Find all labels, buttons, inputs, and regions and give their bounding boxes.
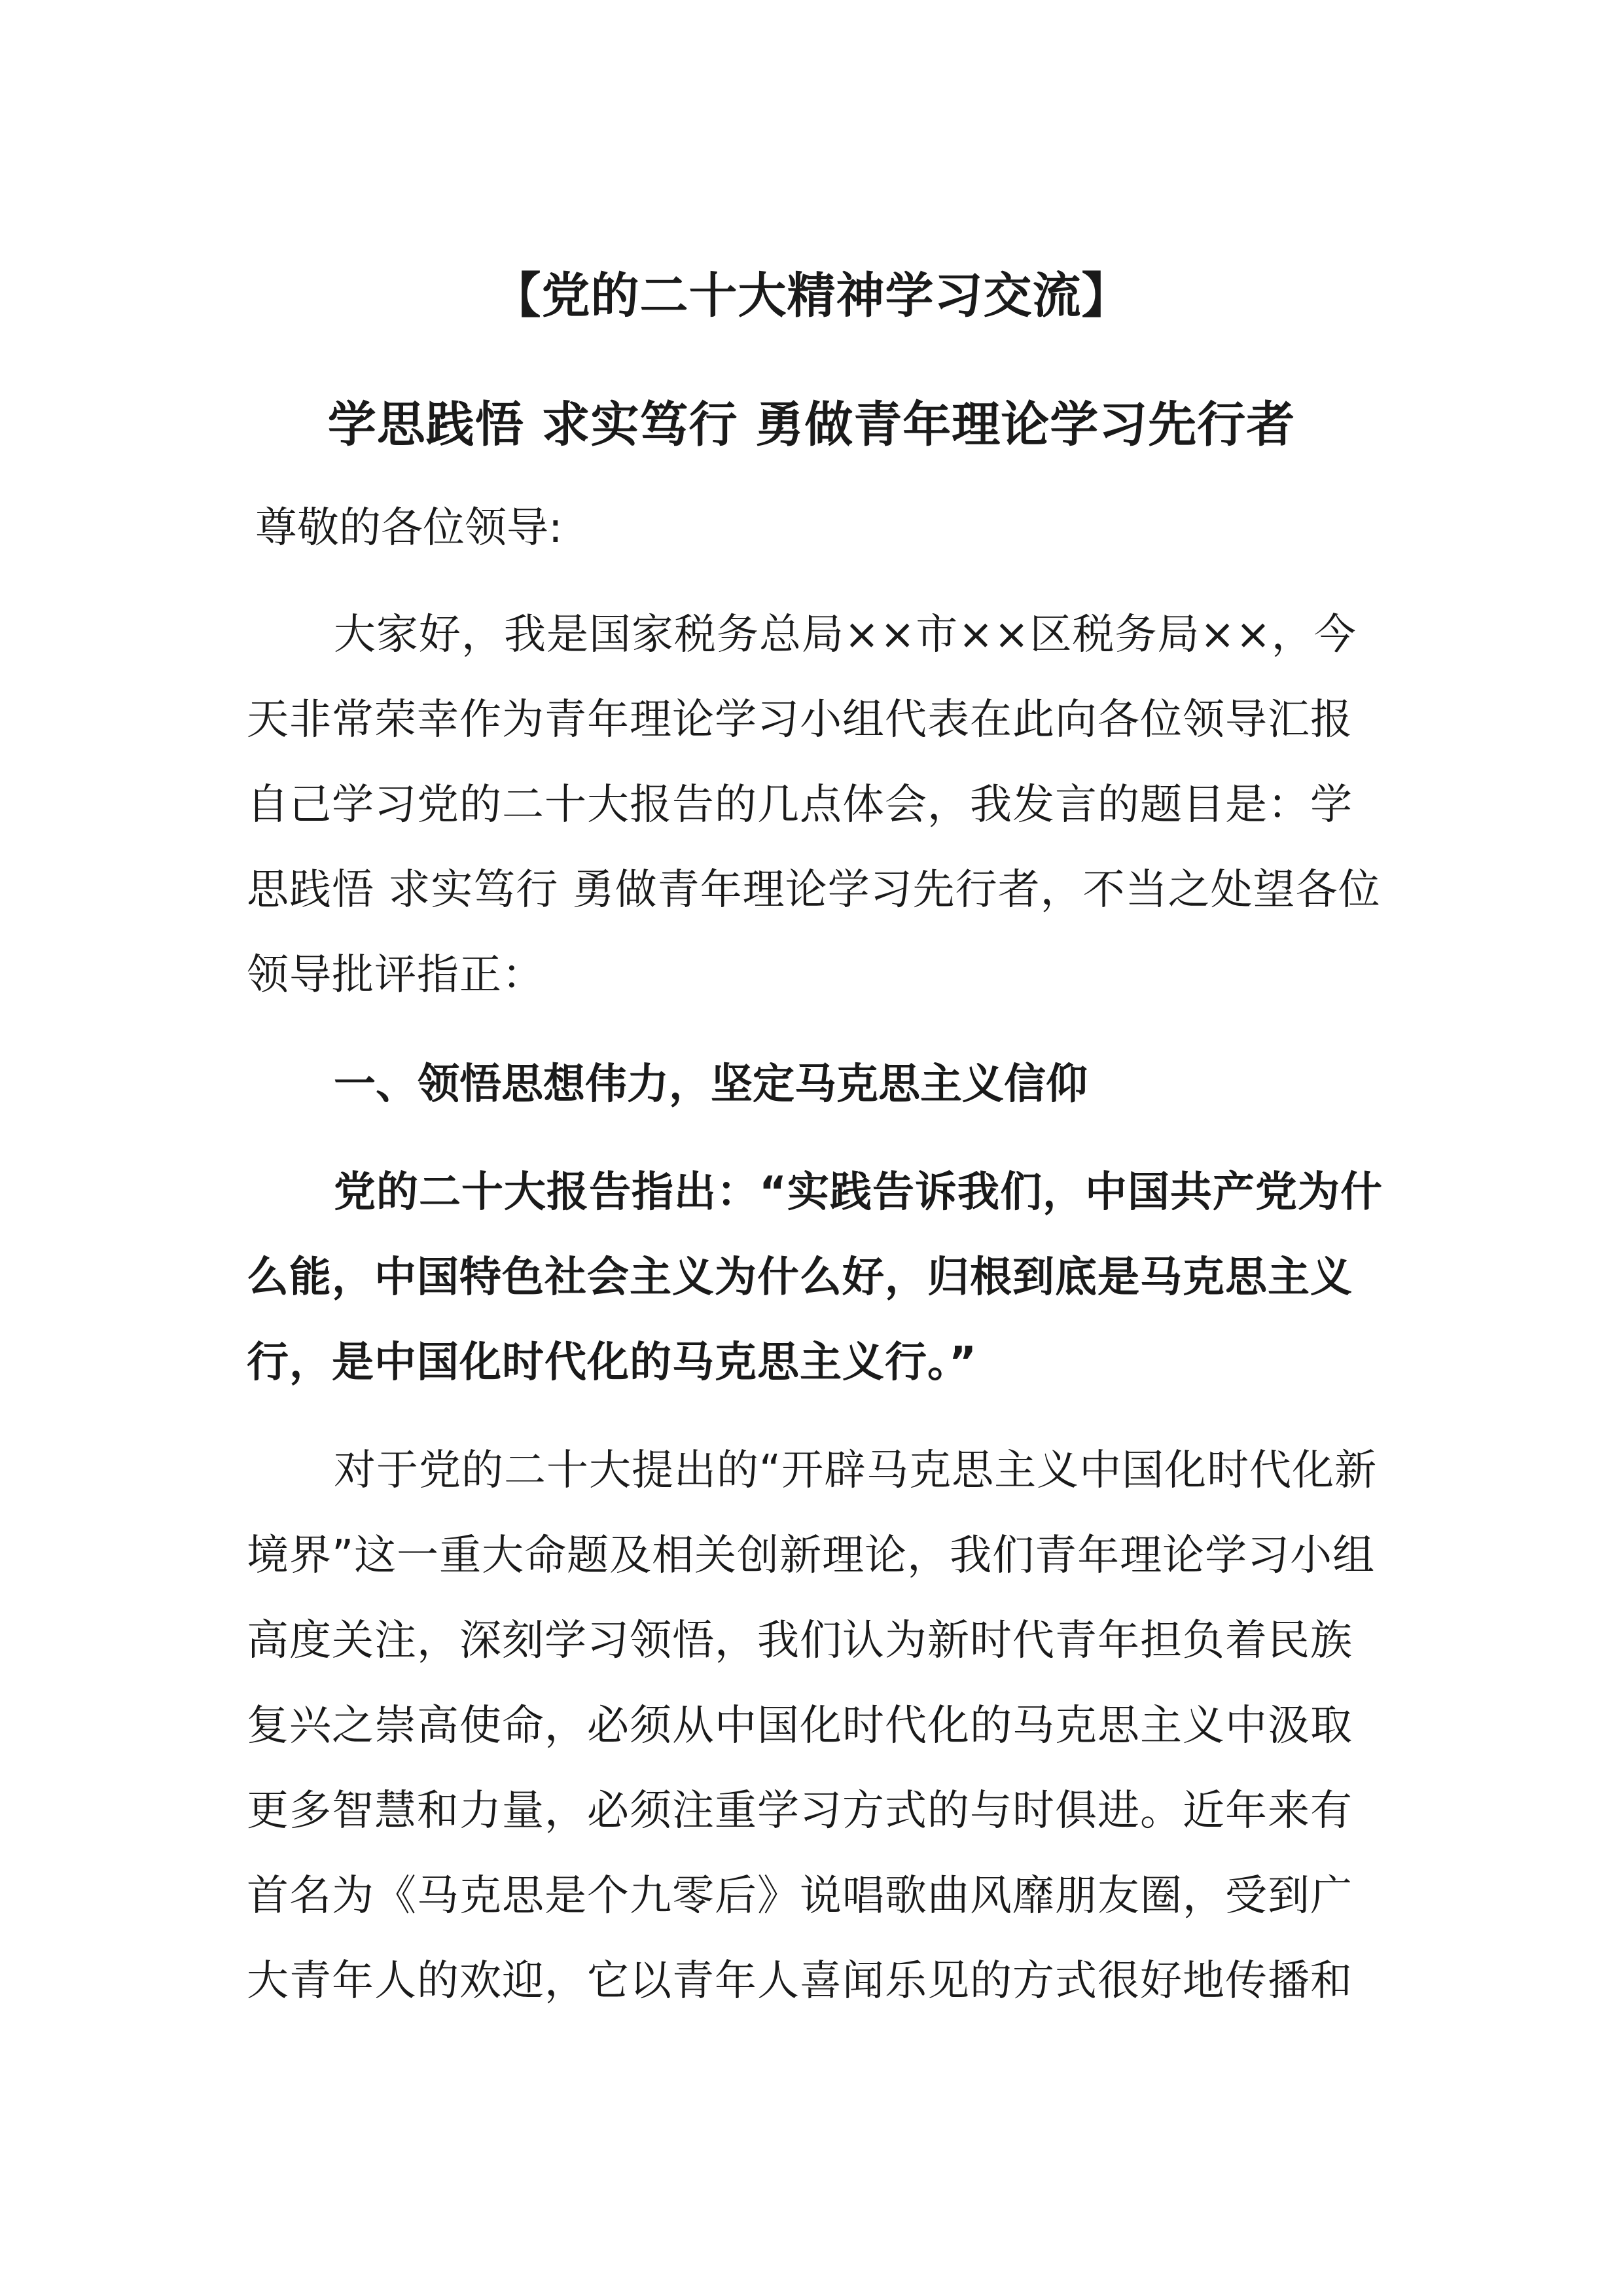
paragraph-line: 思践悟 求实笃行 勇做青年理论学习先行者，不当之处望各位 xyxy=(247,866,1381,914)
paragraph-line: 自己学习党的二十大报告的几点体会，我发言的题目是：学 xyxy=(247,781,1353,829)
paragraph-line: 复兴之崇高使命，必须从中国化时代化的马克思主义中汲取 xyxy=(247,1702,1353,1750)
document-title: 【党的二十大精神学习交流】 xyxy=(492,268,1131,324)
paragraph-line: 天非常荣幸作为青年理论学习小组代表在此向各位领导汇报 xyxy=(247,696,1353,744)
paragraph-line: 对于党的二十大提出的“开辟马克思主义中国化时代化新 xyxy=(334,1446,1378,1495)
document-subtitle: 学思践悟 求实笃行 勇做青年理论学习先行者 xyxy=(327,397,1296,453)
quote-line: 党的二十大报告指出：“实践告诉我们，中国共产党为什 xyxy=(334,1168,1383,1217)
paragraph-line: 首名为《马克思是个九零后》说唱歌曲风靡朋友圈，受到广 xyxy=(247,1872,1353,1920)
quote-line: 行，是中国化时代化的马克思主义行。” xyxy=(247,1338,978,1387)
paragraph-line: 境界”这一重大命题及相关创新理论，我们青年理论学习小组 xyxy=(247,1532,1376,1580)
paragraph-line: 高度关注，深刻学习领悟，我们认为新时代青年担负着民族 xyxy=(247,1617,1353,1665)
paragraph-line: 领导批评指正： xyxy=(247,951,544,999)
paragraph-line: 大青年人的欢迎，它以青年人喜闻乐见的方式很好地传播和 xyxy=(247,1957,1353,2005)
salutation: 尊敬的各位领导: xyxy=(255,504,563,552)
quote-line: 么能，中国特色社会主义为什么好，归根到底是马克思主义 xyxy=(247,1253,1353,1302)
paragraph-line: 更多智慧和力量，必须注重学习方式的与时俱进。近年来有 xyxy=(247,1787,1353,1835)
section-heading: 一、领悟思想伟力，坚定马克思主义信仰 xyxy=(334,1060,1088,1109)
paragraph-line: 大家好，我是国家税务总局××市××区税务局××，今 xyxy=(334,611,1357,659)
